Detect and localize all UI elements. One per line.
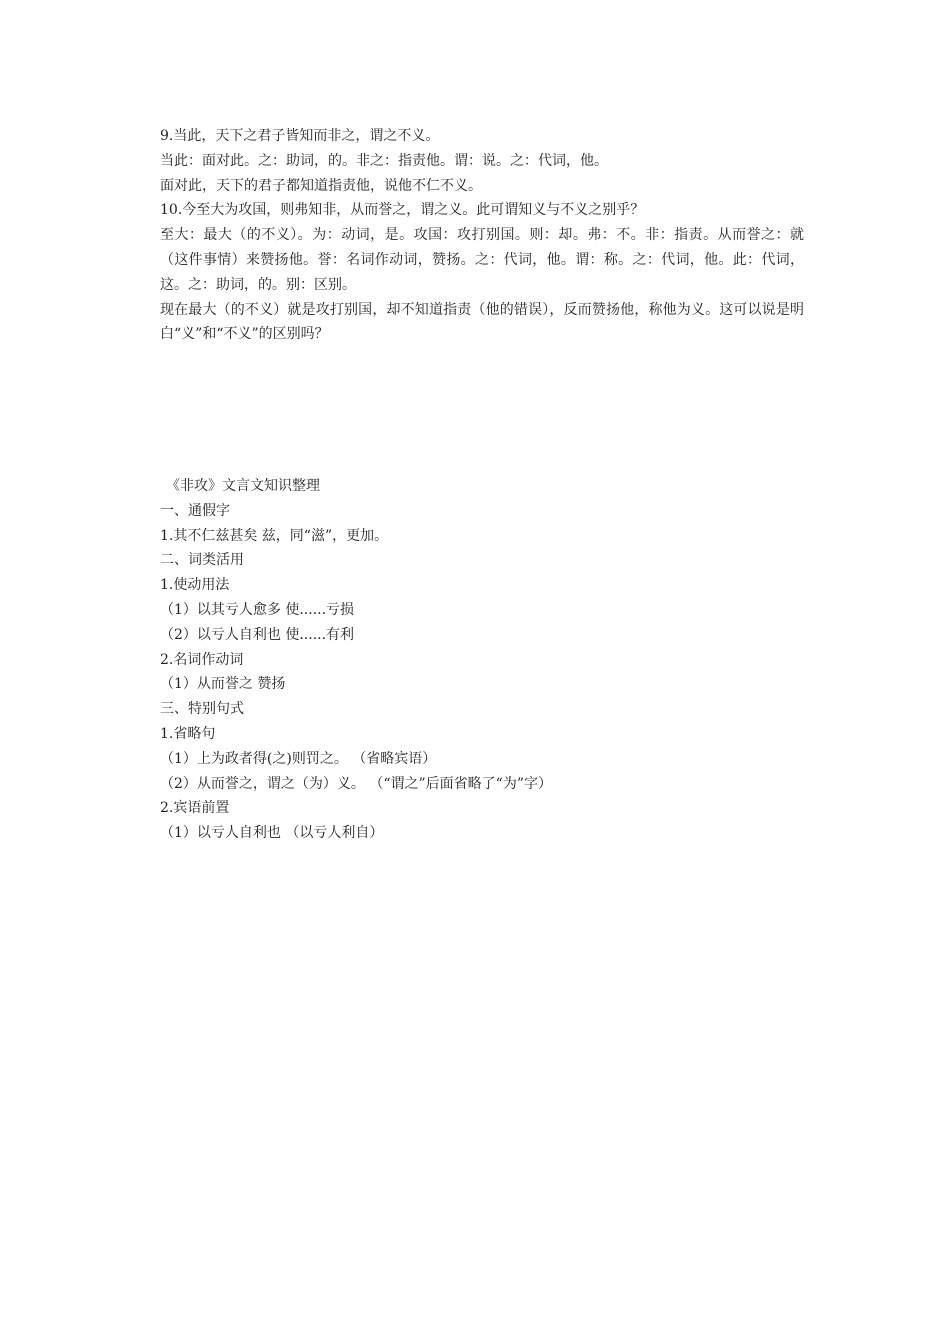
sentence-9-notes: 当此：面对此。之：助词，的。非之：指责他。谓：说。之：代词，他。 [160, 152, 608, 169]
shidong-item-2: （2）以亏人自利也 使......有利 [160, 626, 355, 643]
heading-cilei-huoyong: 二、词类活用 [160, 552, 244, 569]
sentence-10: 10.今至大为攻国，则弗知非，从而誉之，谓之义。此可谓知义与不义之别乎？ [160, 202, 645, 219]
binyu-qianzhi-item-1: （1）以亏人自利也 （以亏人利自） [160, 825, 384, 842]
subheading-mingci-dongci: 2.名词作动词 [160, 651, 244, 668]
subheading-shidong: 1.使动用法 [160, 577, 230, 594]
subheading-binyu-qianzhi: 2.宾语前置 [160, 800, 230, 817]
sentence-10-translation: 现在最大（的不义）就是攻打别国，却不知道指责（他的错误），反而赞扬他，称他为义。这可以说是明白“义”和“不义”的区别吗？ [160, 301, 804, 343]
shenglue-item-2: （2）从而誉之，谓之（为）义。 （“谓之”后面省略了“为”字） [160, 775, 552, 792]
heading-tongjiazi: 一、通假字 [160, 502, 230, 519]
sentence-9: 9.当此，天下之君子皆知而非之，谓之不义。 [160, 128, 440, 144]
mingci-dongci-item-1: （1）从而誉之 赞扬 [160, 676, 286, 693]
subheading-shenglue: 1.省略句 [160, 725, 216, 742]
shidong-item-1: （1）以其亏人愈多 使......亏损 [160, 601, 355, 618]
tongjiazi-item: 1.其不仁兹甚矣 兹，同“滋”，更加。 [160, 527, 389, 544]
sentence-10-notes: 至大：最大（的不义）。为：动词，是。攻国：攻打别国。则：却。弗：不。非：指责。从而誉之：就（这件事情）来赞扬他。誉：名词作动词，赞扬。之：代词，他。谓：称。之：代词，他。此：代词，这。之：助词，的。别：区别。 [160, 227, 804, 293]
heading-teshu-jushi: 三、特别句式 [160, 701, 244, 718]
shenglue-item-1: （1）上为政者得(之)则罚之。 （省略宾语） [160, 750, 437, 767]
section-title: 《非攻》文言文知识整理 [166, 478, 320, 494]
knowledge-section [144, 474, 804, 846]
translation-section [144, 124, 804, 347]
sentence-9-translation: 面对此，天下的君子都知道指责他，说他不仁不义。 [160, 177, 482, 194]
